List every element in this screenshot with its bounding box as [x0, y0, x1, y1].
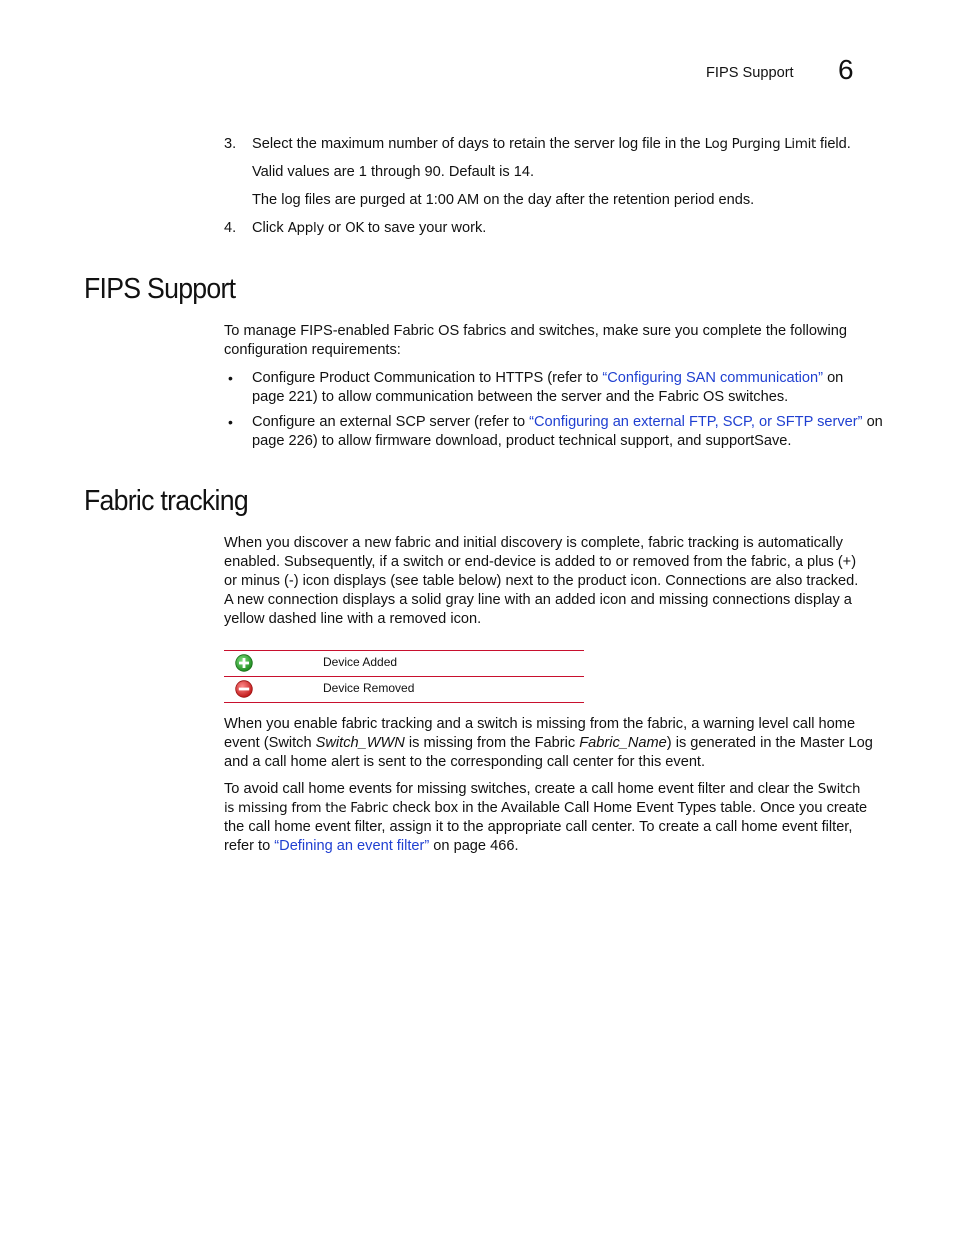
- fabric-tracking-heading: Fabric tracking: [84, 485, 248, 517]
- fips-bullet-1: • Configure Product Communication to HTTPS (refer to “Configuring SAN communication” on page 221) to allow communication between the server and the Fabric OS switches.: [228, 370, 844, 405]
- bullet-marker: •: [228, 370, 233, 386]
- link-defining-event-filter[interactable]: “Defining an event filter”: [274, 838, 430, 854]
- apply-ui-label: Apply: [287, 221, 324, 236]
- fips-intro-line-2: configuration requirements:: [224, 342, 401, 358]
- step-4-text: Click Apply or OK to save your work.: [252, 220, 487, 236]
- step-3-purge-note: The log files are purged at 1:00 AM on the day after the retention period ends.: [252, 192, 755, 208]
- device-added-label: Device Added: [323, 655, 398, 669]
- minus-circle-icon: [235, 680, 253, 698]
- switch-missing-ui-label-cont: is missing from the Fabric: [224, 801, 389, 816]
- step-4-number: 4.: [224, 220, 237, 236]
- chapter-number: 6: [838, 54, 854, 85]
- step-3-number: 3.: [224, 136, 237, 152]
- fabric-paragraph-2: When you enable fabric tracking and a switch is missing from the fabric, a warning level call home event (Switch Switch_WWN is missing from the Fabric Fabric_Name) is generated in the Master Log and a call home alert is sent to the corresponding call center for this event.: [224, 716, 873, 770]
- fips-intro-line-1: To manage FIPS-enabled Fabric OS fabrics and switches, make sure you complete the following: [224, 323, 847, 339]
- link-configuring-external-server[interactable]: “Configuring an external FTP, SCP, or SFTP server”: [529, 414, 863, 430]
- step-3-text: Select the maximum number of days to retain the server log file in the Log Purging Limit field.: [252, 136, 851, 152]
- table-row: [224, 650, 584, 676]
- fabric-paragraph-3: To avoid call home events for missing switches, create a call home event filter and clear the Switch is missing from the Fabric check box in the Available Call Home Event Types table. Once you create the call home event filter, assign it to the appropriate call center. To create a call home event filter, refer to “Defining an event filter” on page 466.: [224, 781, 868, 854]
- fips-bullet-2: • Configure an external SCP server (refer to “Configuring an external FTP, SCP, or SFTP server” on page 226) to allow firmware download, product technical support, and supportSave.: [228, 414, 883, 449]
- step-3-valid-values: Valid values are 1 through 90. Default is 14.: [252, 164, 535, 180]
- fabric-tracking-icon-table: [224, 650, 584, 703]
- running-header-title: FIPS Support: [706, 65, 794, 81]
- ok-ui-label: OK: [345, 221, 364, 236]
- device-removed-label: Device Removed: [323, 681, 415, 695]
- fips-support-heading: FIPS Support: [84, 273, 236, 305]
- switch-missing-ui-label: Switch: [817, 782, 861, 797]
- fabric-paragraph-1: When you discover a new fabric and initial discovery is complete, fabric tracking is automatically enabled. Subsequently, if a switch or end-device is added to or removed from the fabric, a plus (+) or minus (-) icon displays (see table below) next to the product icon. Connections are also tracked. A new connection displays a solid gray line with an added icon and missing connections display a yellow dashed line with a removed icon.: [224, 535, 859, 627]
- bullet-marker: •: [228, 414, 233, 430]
- plus-circle-icon: [235, 654, 253, 672]
- link-configuring-san-communication[interactable]: “Configuring SAN communication”: [602, 370, 824, 386]
- log-purging-limit-field-name: Log Purging Limit: [704, 137, 816, 152]
- table-row: [224, 676, 584, 703]
